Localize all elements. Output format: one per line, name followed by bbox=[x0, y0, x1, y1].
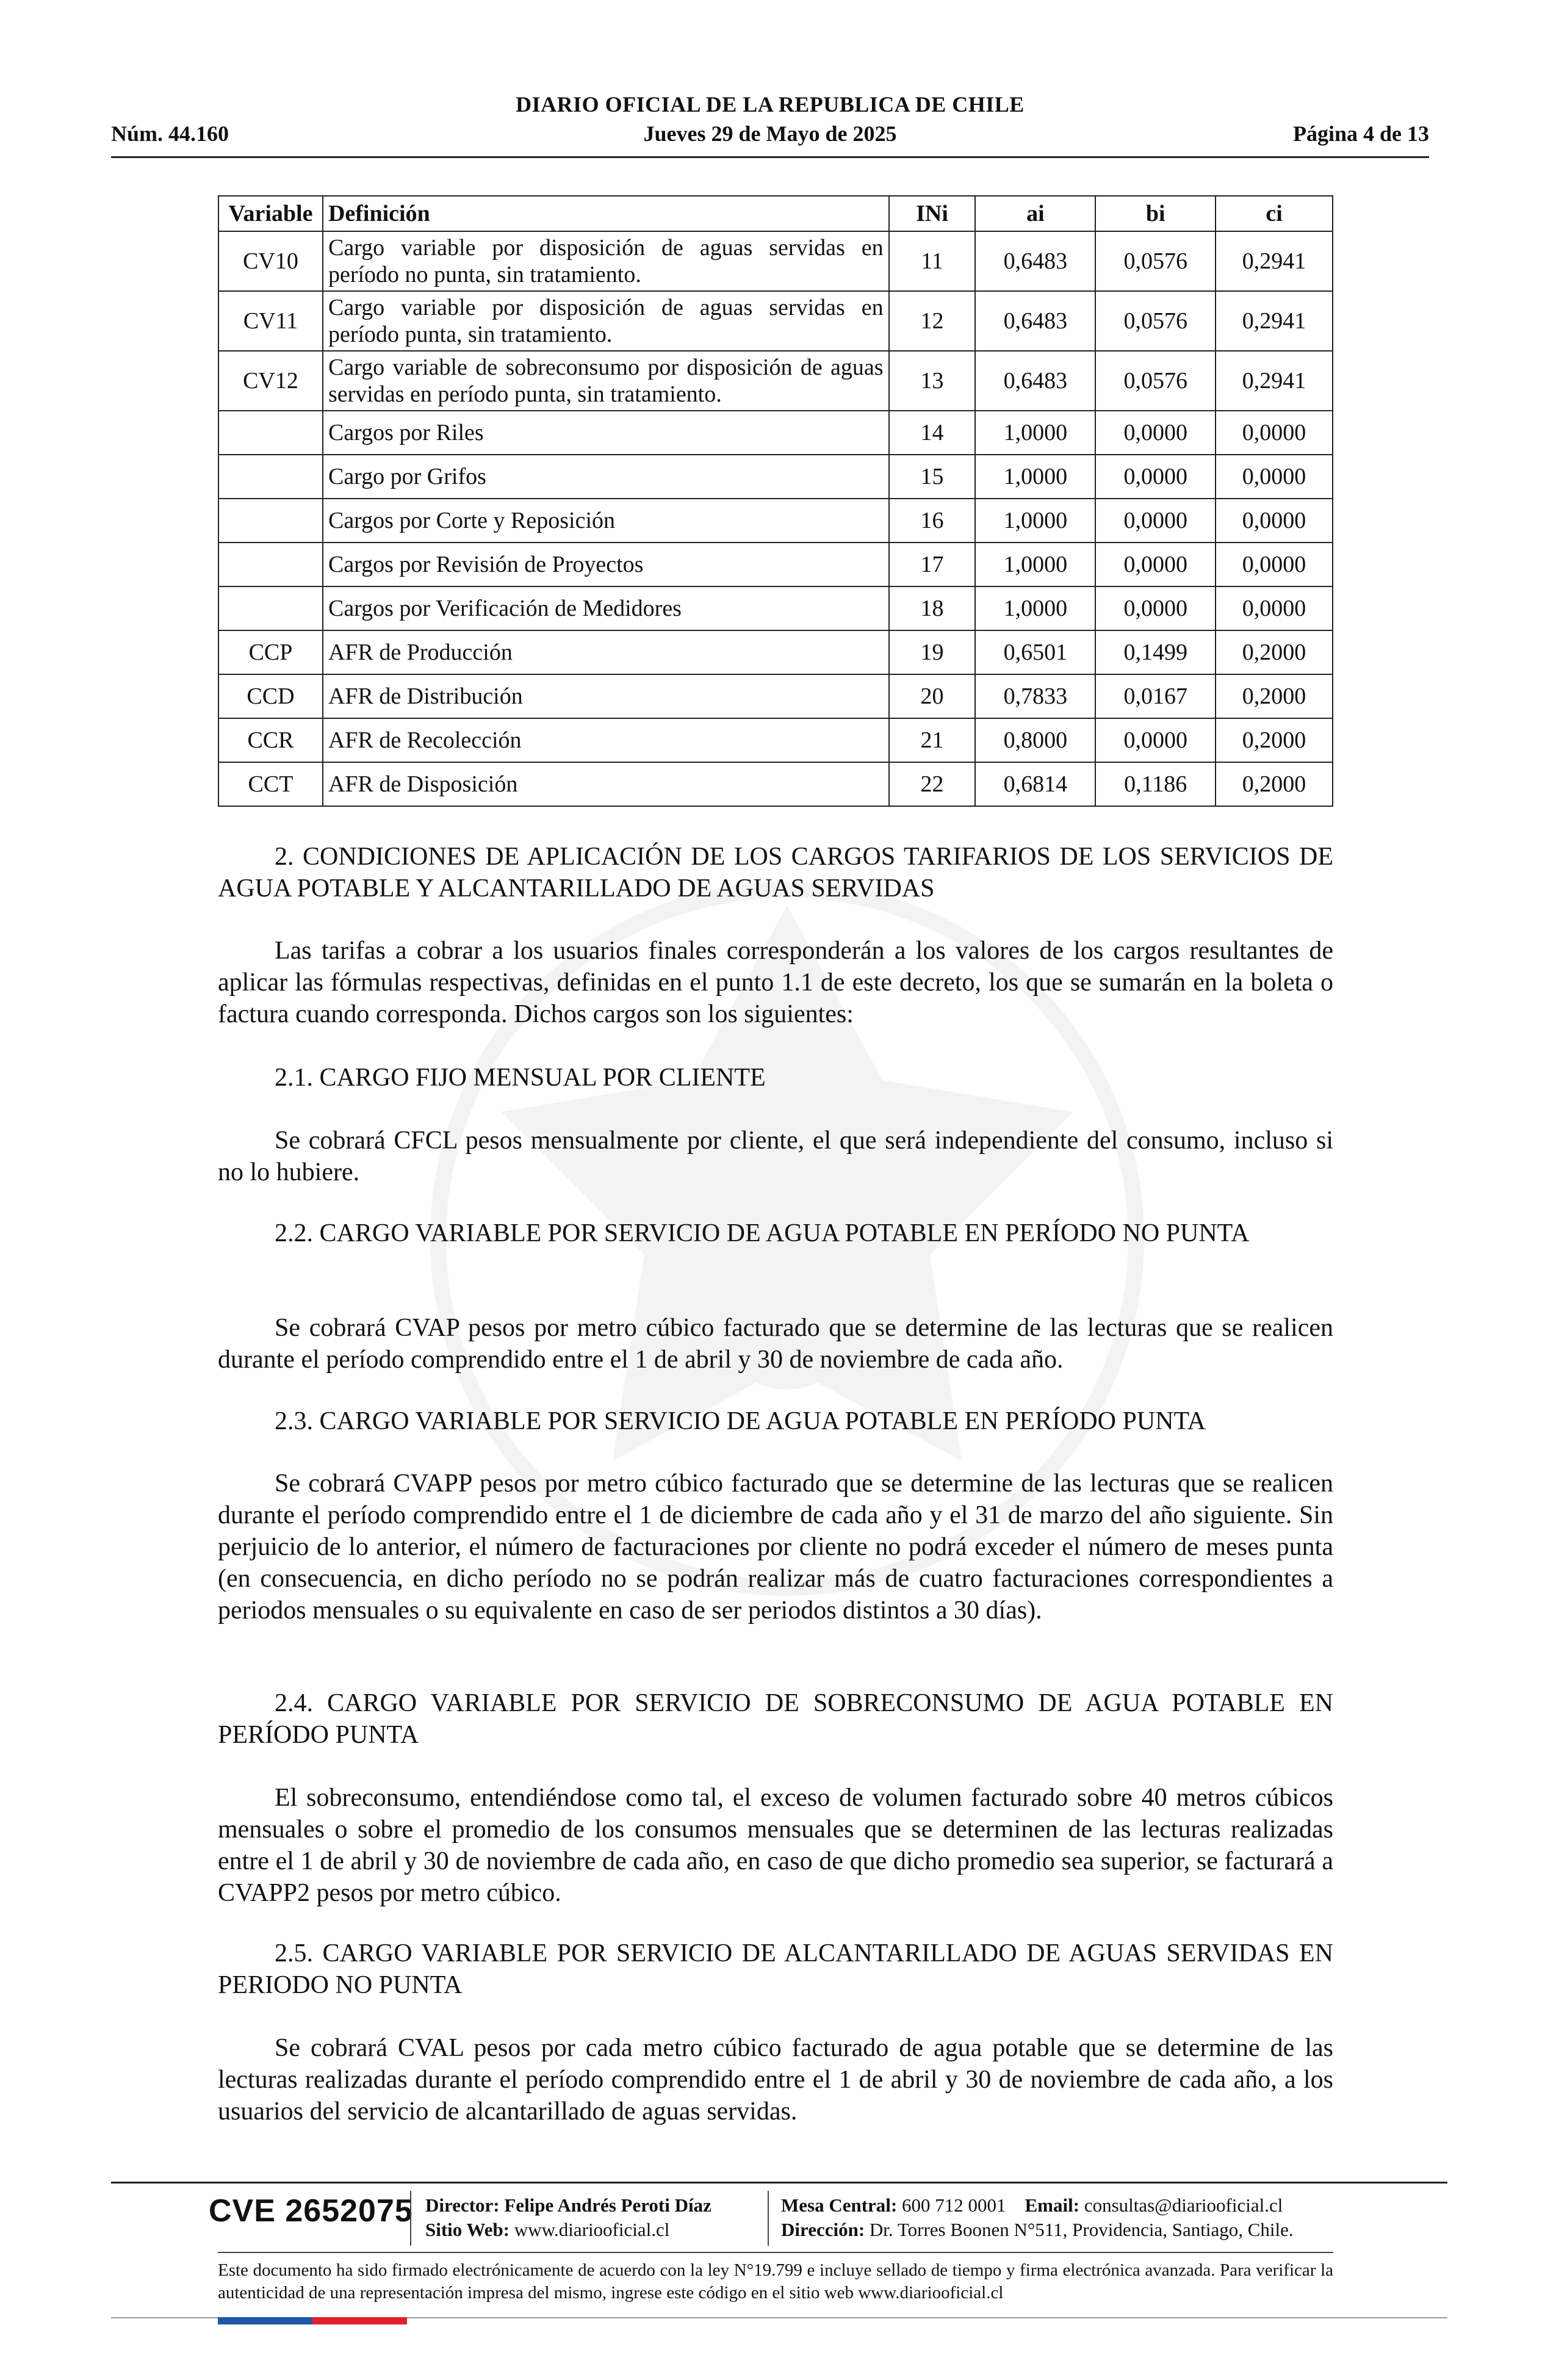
cell-ci: 0,2000 bbox=[1216, 718, 1333, 762]
cell-ini: 19 bbox=[889, 630, 976, 674]
cell-definicion: AFR de Producción bbox=[323, 630, 889, 674]
header-ini: INi bbox=[889, 196, 976, 231]
cell-bi: 0,0000 bbox=[1095, 586, 1216, 630]
cell-ci: 0,0000 bbox=[1216, 543, 1333, 586]
section-2-5-text bbox=[218, 2032, 1333, 2127]
cell-definicion bbox=[323, 231, 889, 291]
cell-ini: 14 bbox=[889, 411, 976, 455]
legal-notice: Este documento ha sido firmado electrónicamente de acuerdo con la ley N°19.799 e incluye sellado de tiempo y firma electrónica avanzada. Para verificar la autenticidad de una representación impresa del mismo, ingrese este código en el sitio web www.diariooficial.cl bbox=[218, 2260, 1333, 2302]
cell-ci: 0,0000 bbox=[1216, 586, 1333, 630]
section-2-text bbox=[218, 935, 1333, 1030]
table-row bbox=[218, 291, 1333, 351]
paragraph: Se cobrará CFCL pesos mensualmente por cliente, el que será independiente del consumo, incluso si no lo hubiere. bbox=[218, 1127, 1333, 1186]
footer-contact-block bbox=[781, 2193, 1294, 2242]
cell-ai: 1,0000 bbox=[975, 455, 1095, 499]
flag-blue-segment bbox=[218, 2317, 312, 2324]
cell-definicion: Cargos por Verificación de Medidores bbox=[323, 586, 889, 630]
cell-ini: 16 bbox=[889, 499, 976, 543]
flag-red-segment bbox=[312, 2317, 407, 2324]
table-row bbox=[218, 630, 1333, 674]
section-2-2-title bbox=[218, 1217, 1333, 1249]
cell-ini: 13 bbox=[889, 351, 976, 411]
table-row bbox=[218, 351, 1333, 411]
issue-date: Jueves 29 de Mayo de 2025 bbox=[643, 121, 897, 146]
cell-ai: 0,6483 bbox=[975, 231, 1095, 291]
email-label: Email: bbox=[1025, 2194, 1080, 2216]
mesa-phone: 600 712 0001 bbox=[902, 2194, 1006, 2216]
cell-variable: CCR bbox=[218, 718, 323, 762]
cell-bi: 0,0000 bbox=[1095, 543, 1216, 586]
cell-ci: 0,2941 bbox=[1216, 291, 1333, 351]
cell-bi: 0,0000 bbox=[1095, 411, 1216, 455]
cell-ci: 0,0000 bbox=[1216, 455, 1333, 499]
header-ai: ai bbox=[975, 196, 1095, 231]
table-row bbox=[218, 674, 1333, 718]
section-heading: 2. CONDICIONES DE APLICACIÓN DE LOS CARGOS TARIFARIOS DE LOS SERVICIOS DE AGUA POTABLE Y ALCANTARILLADO DE AGUAS SERVIDAS bbox=[218, 843, 1333, 903]
section-heading: 2.5. CARGO VARIABLE POR SERVICIO DE ALCANTARILLADO DE AGUAS SERVIDAS EN PERIODO NO PUNTA bbox=[218, 1939, 1333, 1999]
cell-bi: 0,1499 bbox=[1095, 630, 1216, 674]
footer-divider bbox=[768, 2191, 769, 2246]
paragraph: Se cobrará CVAL pesos por cada metro cúbico facturado de agua potable que se determine de las lecturas realizadas durante el período comprendido entre el 1 de abril y 30 de noviembre de cada año, a los usuarios del servicio de alcantarillado de aguas servidas. bbox=[218, 2034, 1333, 2126]
cell-variable: CCD bbox=[218, 674, 323, 718]
section-heading: 2.1. CARGO FIJO MENSUAL POR CLIENTE bbox=[275, 1064, 766, 1092]
direccion-value: Dr. Torres Boonen N°511, Providencia, Santiago, Chile. bbox=[869, 2219, 1294, 2240]
cell-variable: CV11 bbox=[218, 291, 323, 351]
cell-definicion bbox=[323, 351, 889, 411]
newspaper-title: DIARIO OFICIAL DE LA REPUBLICA DE CHILE bbox=[516, 92, 1025, 117]
cell-ai: 0,6814 bbox=[975, 762, 1095, 806]
table-row bbox=[218, 455, 1333, 499]
cell-ai: 0,8000 bbox=[975, 718, 1095, 762]
tariff-table bbox=[218, 195, 1333, 807]
cell-ini: 15 bbox=[889, 455, 976, 499]
definicion-text: Cargo variable por disposición de aguas servidas en período no punta, sin tratamiento. bbox=[328, 235, 884, 287]
cell-definicion bbox=[323, 291, 889, 351]
cell-ci: 0,2941 bbox=[1216, 231, 1333, 291]
mesa-label: Mesa Central: bbox=[781, 2194, 898, 2216]
cell-variable bbox=[218, 586, 323, 630]
sitio-label: Sitio Web: bbox=[425, 2219, 510, 2240]
header-bi: bi bbox=[1095, 196, 1216, 231]
header-definicion: Definición bbox=[323, 196, 889, 231]
cell-definicion: Cargos por Revisión de Proyectos bbox=[323, 543, 889, 586]
section-heading: 2.3. CARGO VARIABLE POR SERVICIO DE AGUA POTABLE EN PERÍODO PUNTA bbox=[275, 1407, 1206, 1435]
header-variable: Variable bbox=[218, 196, 323, 231]
cell-ai: 0,6501 bbox=[975, 630, 1095, 674]
header-rule bbox=[111, 156, 1429, 158]
table-row bbox=[218, 411, 1333, 455]
table-row bbox=[218, 586, 1333, 630]
cell-definicion: AFR de Distribución bbox=[323, 674, 889, 718]
paragraph: Se cobrará CVAPP pesos por metro cúbico facturado que se determine de las lecturas que se realicen durante el período comprendido entre el 1 de diciembre de cada año y el 31 de marzo del año siguiente. Sin perjuicio de lo anterior, el número de facturaciones por cliente no podrá exceder el número de meses punta (en consecuencia, en dicho período no se podrán realizar más de cuatro facturaciones correspondientes a periodos mensuales o su equivalente en caso de ser periodos distintos a 30 días). bbox=[218, 1469, 1333, 1625]
footer-director-block bbox=[425, 2193, 711, 2242]
definicion-text: Cargo variable de sobreconsumo por disposición de aguas servidas en período punta, sin tratamiento. bbox=[328, 355, 884, 407]
cell-ci: 0,2941 bbox=[1216, 351, 1333, 411]
table-row bbox=[218, 499, 1333, 543]
cell-bi: 0,0167 bbox=[1095, 674, 1216, 718]
cell-bi: 0,0000 bbox=[1095, 455, 1216, 499]
cell-bi: 0,0000 bbox=[1095, 499, 1216, 543]
cell-variable: CCP bbox=[218, 630, 323, 674]
cell-ci: 0,2000 bbox=[1216, 630, 1333, 674]
definicion-text: Cargo variable por disposición de aguas servidas en período punta, sin tratamiento. bbox=[328, 295, 884, 347]
cell-ai: 1,0000 bbox=[975, 411, 1095, 455]
section-2-3-title bbox=[218, 1405, 1333, 1437]
cell-definicion: AFR de Disposición bbox=[323, 762, 889, 806]
section-2-4-text bbox=[218, 1782, 1333, 1909]
cell-ai: 1,0000 bbox=[975, 586, 1095, 630]
cell-bi: 0,0000 bbox=[1095, 718, 1216, 762]
flag-color-bar bbox=[218, 2317, 407, 2324]
cve-code: CVE 2652075 bbox=[209, 2193, 413, 2229]
cell-variable: CCT bbox=[218, 762, 323, 806]
cell-ini: 17 bbox=[889, 543, 976, 586]
cell-definicion: Cargo por Grifos bbox=[323, 455, 889, 499]
section-2-2-text bbox=[218, 1312, 1333, 1376]
issue-number: Núm. 44.160 bbox=[111, 121, 229, 146]
section-2-3-text bbox=[218, 1468, 1333, 1626]
cell-ai: 0,6483 bbox=[975, 291, 1095, 351]
email-address[interactable]: consultas@diariooficial.cl bbox=[1084, 2194, 1283, 2216]
section-heading: 2.4. CARGO VARIABLE POR SERVICIO DE SOBRECONSUMO DE AGUA POTABLE EN PERÍODO PUNTA bbox=[218, 1689, 1333, 1749]
cell-ci: 0,2000 bbox=[1216, 762, 1333, 806]
section-2-1-text bbox=[218, 1125, 1333, 1188]
footer-rule bbox=[218, 2252, 1333, 2253]
footer-rule bbox=[111, 2182, 1447, 2183]
cell-variable bbox=[218, 499, 323, 543]
cell-ci: 0,2000 bbox=[1216, 674, 1333, 718]
table-row bbox=[218, 543, 1333, 586]
cell-ini: 18 bbox=[889, 586, 976, 630]
footer-divider bbox=[410, 2191, 411, 2246]
paragraph: Se cobrará CVAP pesos por metro cúbico facturado que se determine de las lecturas que se realicen durante el período comprendido entre el 1 de abril y 30 de noviembre de cada año. bbox=[218, 1314, 1333, 1374]
cell-variable bbox=[218, 543, 323, 586]
director-label: Director: bbox=[425, 2194, 500, 2216]
cell-ai: 0,7833 bbox=[975, 674, 1095, 718]
table-row bbox=[218, 231, 1333, 291]
cell-definicion: Cargos por Corte y Reposición bbox=[323, 499, 889, 543]
table-row bbox=[218, 718, 1333, 762]
cell-ai: 0,6483 bbox=[975, 351, 1095, 411]
cell-bi: 0,0576 bbox=[1095, 231, 1216, 291]
cell-ini: 22 bbox=[889, 762, 976, 806]
cell-ai: 1,0000 bbox=[975, 499, 1095, 543]
cell-ai: 1,0000 bbox=[975, 543, 1095, 586]
paragraph: Las tarifas a cobrar a los usuarios finales corresponderán a los valores de los cargos resultantes de aplicar las fórmulas respectivas, definidas en el punto 1.1 de este decreto, los que se sumarán en la boleta o factura cuando corresponda. Dichos cargos son los siguientes: bbox=[218, 937, 1333, 1028]
cell-definicion: Cargos por Riles bbox=[323, 411, 889, 455]
section-heading: 2.2. CARGO VARIABLE POR SERVICIO DE AGUA POTABLE EN PERÍODO NO PUNTA bbox=[275, 1219, 1250, 1247]
page-header bbox=[111, 92, 1429, 159]
cell-ini: 12 bbox=[889, 291, 976, 351]
cell-ini: 21 bbox=[889, 718, 976, 762]
cell-ci: 0,0000 bbox=[1216, 499, 1333, 543]
header-ci: ci bbox=[1216, 196, 1333, 231]
paragraph: El sobreconsumo, entendiéndose como tal, el exceso de volumen facturado sobre 40 metros cúbicos mensuales o sobre el promedio de los consumos mensuales que se determinen de las lecturas realizadas entre el 1 de abril y 30 de noviembre de cada año, en caso de que dicho promedio sea superior, se facturará a CVAPP2 pesos por metro cúbico. bbox=[218, 1784, 1333, 1907]
section-2-1-title bbox=[218, 1062, 1333, 1094]
section-2-5-title bbox=[218, 1938, 1333, 2001]
cell-ini: 11 bbox=[889, 231, 976, 291]
director-name: Felipe Andrés Peroti Díaz bbox=[504, 2194, 711, 2216]
cell-variable: CV10 bbox=[218, 231, 323, 291]
page-number: Página 4 de 13 bbox=[1292, 121, 1429, 146]
cell-variable bbox=[218, 411, 323, 455]
direccion-label: Dirección: bbox=[781, 2219, 865, 2240]
cell-ini: 20 bbox=[889, 674, 976, 718]
table-row bbox=[218, 762, 1333, 806]
cell-bi: 0,1186 bbox=[1095, 762, 1216, 806]
cell-definicion: AFR de Recolección bbox=[323, 718, 889, 762]
table-header-row bbox=[218, 196, 1333, 231]
cell-variable: CV12 bbox=[218, 351, 323, 411]
section-2-title bbox=[218, 841, 1333, 904]
cell-bi: 0,0576 bbox=[1095, 291, 1216, 351]
section-2-4-title bbox=[218, 1687, 1333, 1751]
cell-ci: 0,0000 bbox=[1216, 411, 1333, 455]
sitio-url[interactable]: www.diariooficial.cl bbox=[514, 2219, 670, 2240]
cell-variable bbox=[218, 455, 323, 499]
cell-bi: 0,0576 bbox=[1095, 351, 1216, 411]
